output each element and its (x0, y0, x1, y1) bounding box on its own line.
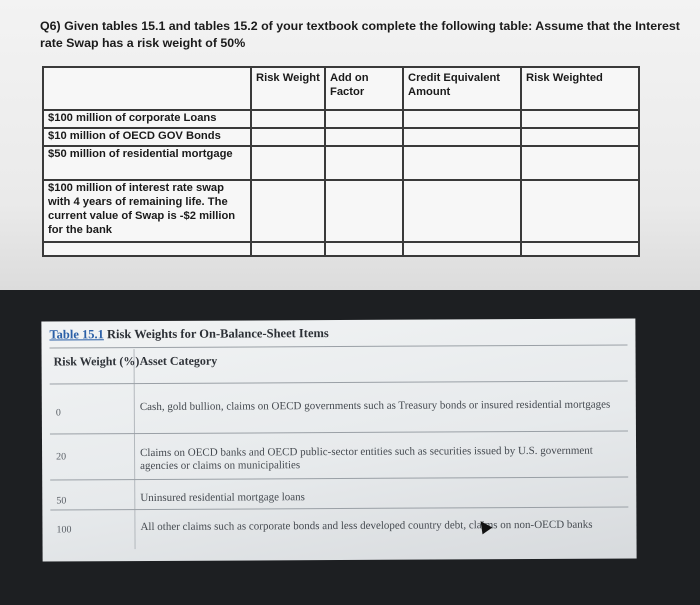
answer-cell[interactable] (521, 180, 639, 242)
asset-category-text: Uninsured residential mortgage loans (140, 491, 305, 505)
risk-weight-value: 50 (56, 495, 67, 507)
asset-category-text: All other claims such as corporate bonds and less developed country debt, claims on non-OECD banks (140, 518, 593, 534)
answer-cell[interactable] (325, 242, 403, 256)
col-risk-weight: Risk Weight (%) (53, 354, 140, 369)
asset-category-text: Cash, gold bullion, claims on OECD governments such as Treasury bonds or insured residential mortgages (139, 398, 611, 414)
risk-weight-value: 0 (55, 407, 61, 419)
row-label: $100 million of corporate Loans (43, 110, 251, 128)
answer-cell[interactable] (325, 146, 403, 180)
textbook-table-title (49, 326, 328, 342)
answer-cell[interactable] (521, 110, 639, 128)
answer-cell[interactable] (521, 146, 639, 180)
answer-cell[interactable] (251, 242, 325, 256)
header-risk-weight: Risk Weight (251, 67, 325, 110)
col-asset-category: Asset Category (139, 353, 218, 369)
asset-category-text: Claims on OECD banks and OECD public-sector entities such as securities issued by U.S. government agencies or claims on municipalities (140, 444, 593, 473)
answer-table (42, 66, 640, 257)
divider (50, 476, 628, 480)
answer-cell[interactable] (325, 110, 403, 128)
answer-cell[interactable] (403, 128, 521, 146)
answer-cell[interactable] (403, 146, 521, 180)
divider (50, 506, 628, 510)
divider (50, 430, 628, 434)
question-text: Q6) Given tables 15.1 and tables 15.2 of your textbook complete the following table: Assume that the Interest rate Swap has a risk weight of 50% (40, 19, 680, 50)
table-row (43, 146, 639, 180)
header-blank (43, 67, 251, 110)
answer-cell[interactable] (251, 110, 325, 128)
answer-cell[interactable] (251, 146, 325, 180)
header-credit-equivalent: Credit Equivalent Amount (403, 67, 521, 110)
worksheet-page (0, 0, 700, 290)
header-add-on-factor: Add on Factor (325, 67, 403, 110)
table-title-text: Risk Weights for On-Balance-Sheet Items (106, 326, 329, 342)
answer-cell[interactable] (251, 180, 325, 242)
row-label: $100 million of interest rate swap with 4 years of remaining life. The current value of Swap is -$2 million for the bank (43, 180, 251, 242)
answer-cell[interactable] (251, 128, 325, 146)
answer-cell[interactable] (521, 242, 639, 256)
table-row (43, 180, 639, 242)
table-row (43, 128, 639, 146)
answer-cell[interactable] (403, 242, 521, 256)
row-label: $10 million of OECD GOV Bonds (43, 128, 251, 146)
answer-cell[interactable] (325, 128, 403, 146)
table-header-row (43, 67, 639, 110)
textbook-table-photo (41, 318, 636, 561)
table-row (43, 110, 639, 128)
answer-cell[interactable] (521, 128, 639, 146)
table-row (43, 242, 639, 256)
column-divider (134, 349, 136, 549)
answer-cell[interactable] (403, 180, 521, 242)
header-risk-weighted: Risk Weighted (521, 67, 639, 110)
row-label: $50 million of residential mortgage (43, 146, 251, 180)
divider (50, 380, 628, 384)
answer-cell[interactable] (43, 242, 251, 256)
divider (50, 344, 628, 348)
risk-weight-value: 100 (56, 524, 72, 536)
answer-cell[interactable] (325, 180, 403, 242)
answer-cell[interactable] (403, 110, 521, 128)
risk-weight-value: 20 (56, 451, 67, 463)
table-number-link[interactable]: Table 15.1 (49, 327, 104, 342)
